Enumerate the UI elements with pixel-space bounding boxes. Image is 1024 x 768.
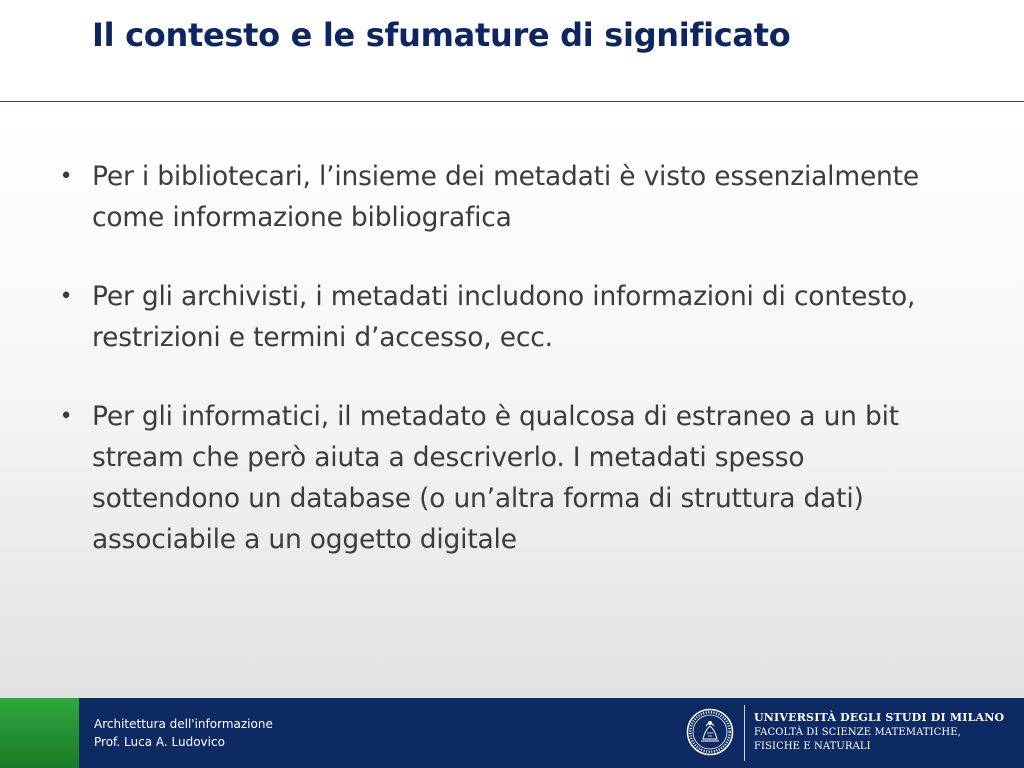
footer-accent-block — [0, 698, 79, 768]
professor-name: Prof. Luca A. Ludovico — [94, 735, 225, 749]
university-wordmark — [754, 710, 1004, 754]
footer — [0, 698, 1024, 768]
bullet-text: Per gli informatici, il metadato è qualcosa di estraneo a un bit stream che però aiuta a descriverlo. I metadati spesso sottendono un database (o un’altra forma di struttura dati) associabile a un oggetto digitale — [92, 401, 899, 555]
course-name: Architettura dell'informazione — [94, 717, 273, 731]
bullet-marker: • — [59, 164, 73, 189]
bullet-marker: • — [59, 284, 73, 309]
bullet-item — [56, 156, 956, 238]
bullet-text: Per i bibliotecari, l’insieme dei metadati è visto essenzialmente come informazione bibliografica — [92, 161, 919, 233]
bullet-marker: • — [59, 404, 73, 429]
bullet-item — [56, 396, 956, 560]
footer-course-info — [94, 715, 273, 751]
title-bar — [0, 0, 1024, 102]
bullet-list — [56, 156, 956, 598]
logo-divider — [744, 705, 745, 761]
slide-title: Il contesto e le sfumature di significato — [92, 16, 791, 54]
bullet-text: Per gli archivisti, i metadati includono informazioni di contesto, restrizioni e termini d’accesso, ecc. — [92, 281, 916, 353]
faculty-name-line2: FISICHE E NATURALI — [754, 741, 871, 752]
bullet-item — [56, 276, 956, 358]
university-name: UNIVERSITÀ DEGLI STUDI DI MILANO — [754, 711, 1005, 724]
faculty-name-line1: FACOLTÀ DI SCIENZE MATEMATICHE, — [754, 727, 961, 738]
university-seal-icon — [686, 708, 734, 756]
